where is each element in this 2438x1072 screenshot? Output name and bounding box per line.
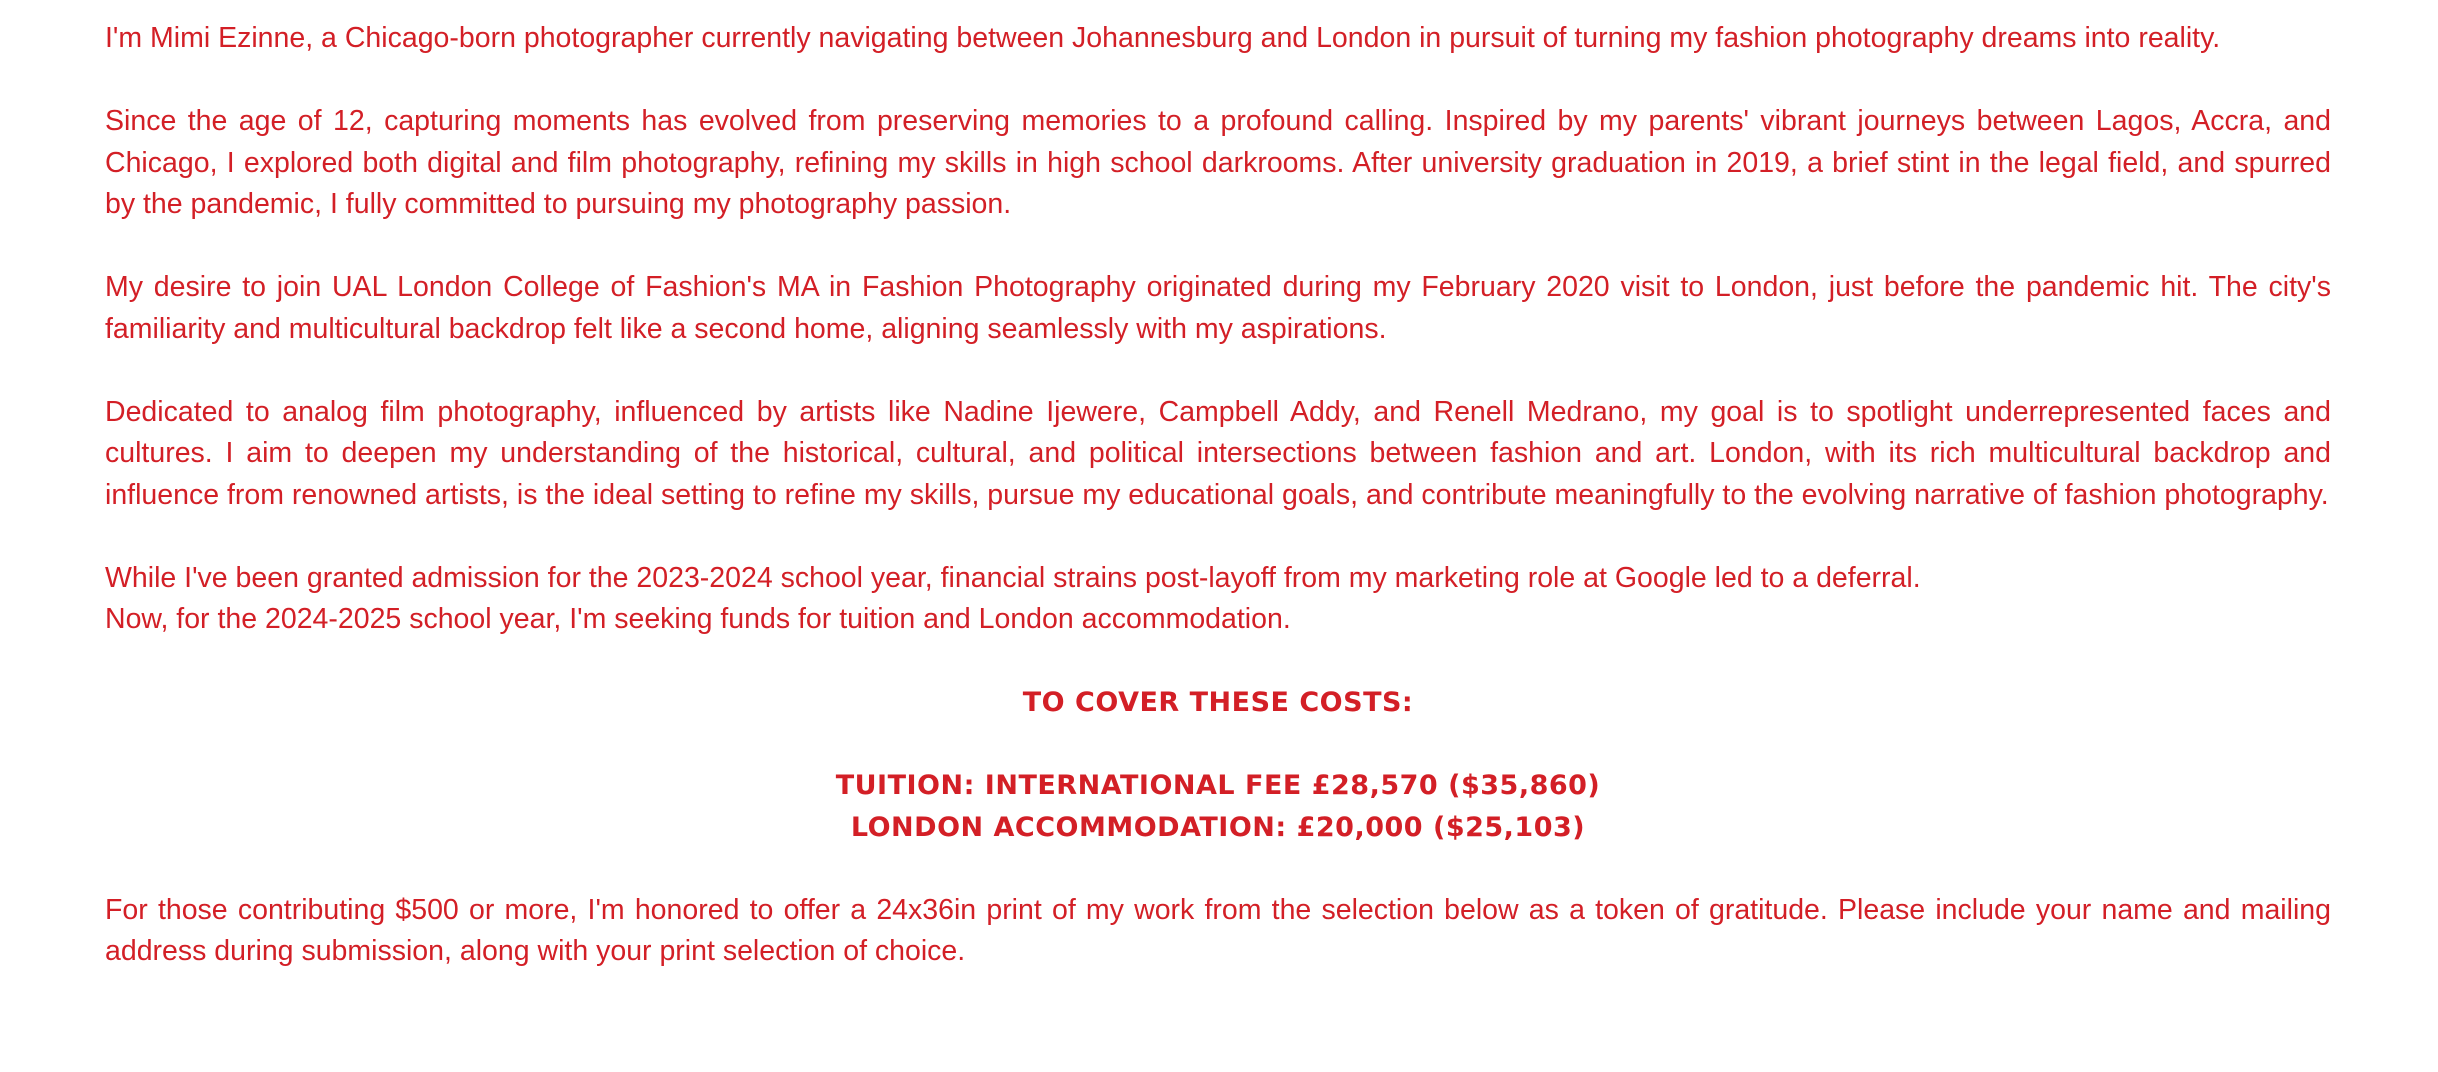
tuition-cost: TUITION: INTERNATIONAL FEE £28,570 ($35,860) <box>835 770 1601 801</box>
reward-paragraph: For those contributing $500 or more, I'm honored to offer a 24x36in print of my work from the selection below as a token of gratitude. Please include your name and mailing address during submission, along with your print selection of choice. <box>105 893 2331 967</box>
accommodation-cost: LONDON ACCOMMODATION: £20,000 ($25,103) <box>850 811 1586 843</box>
motivation-paragraph: My desire to join UAL London College of Fashion's MA in Fashion Photography originated during my February 2020 visit to London, just before the pandemic hit. The city's familiarity and multicultural backdrop felt like a second home, aligning seamlessly with my aspirations. <box>105 271 2331 345</box>
intro-paragraph: I'm Mimi Ezinne, a Chicago-born photographer currently navigating between Johannesburg and London in pursuit of turning my fashion photography dreams into reality. <box>105 22 2221 54</box>
costs-heading: TO COVER THESE COSTS: <box>1022 687 1414 718</box>
fundraiser-description <box>105 18 2331 1014</box>
deferral-paragraph <box>105 558 2331 641</box>
deferral-line: While I've been granted admission for the 2023-2024 school year, financial strains post-layoff from my marketing role at Google led to a deferral. <box>105 561 1921 594</box>
funding-request-line: Now, for the 2024-2025 school year, I'm seeking funds for tuition and London accommodation. <box>105 603 1291 635</box>
costs-list <box>105 765 2331 848</box>
goals-paragraph: Dedicated to analog film photography, influenced by artists like Nadine Ijewere, Campbell Addy, and Renell Medrano, my goal is to spotlight underrepresented faces and cultures. I aim to deepen my understanding of the historical, cultural, and political intersections between fashion and art. London, with its rich multicultural backdrop and influence from renowned artists, is the ideal setting to refine my skills, pursue my educational goals, and contribute meaningfully to the evolving narrative of fashion photography. <box>105 395 2331 511</box>
background-paragraph: Since the age of 12, capturing moments has evolved from preserving memories to a profound calling. Inspired by my parents' vibrant journeys between Lagos, Accra, and Chicago, I explored both digital and film photography, refining my skills in high school darkrooms. After university graduation in 2019, a brief stint in the legal field, and spurred by the pandemic, I fully committed to pursuing my photography passion. <box>105 105 2331 220</box>
